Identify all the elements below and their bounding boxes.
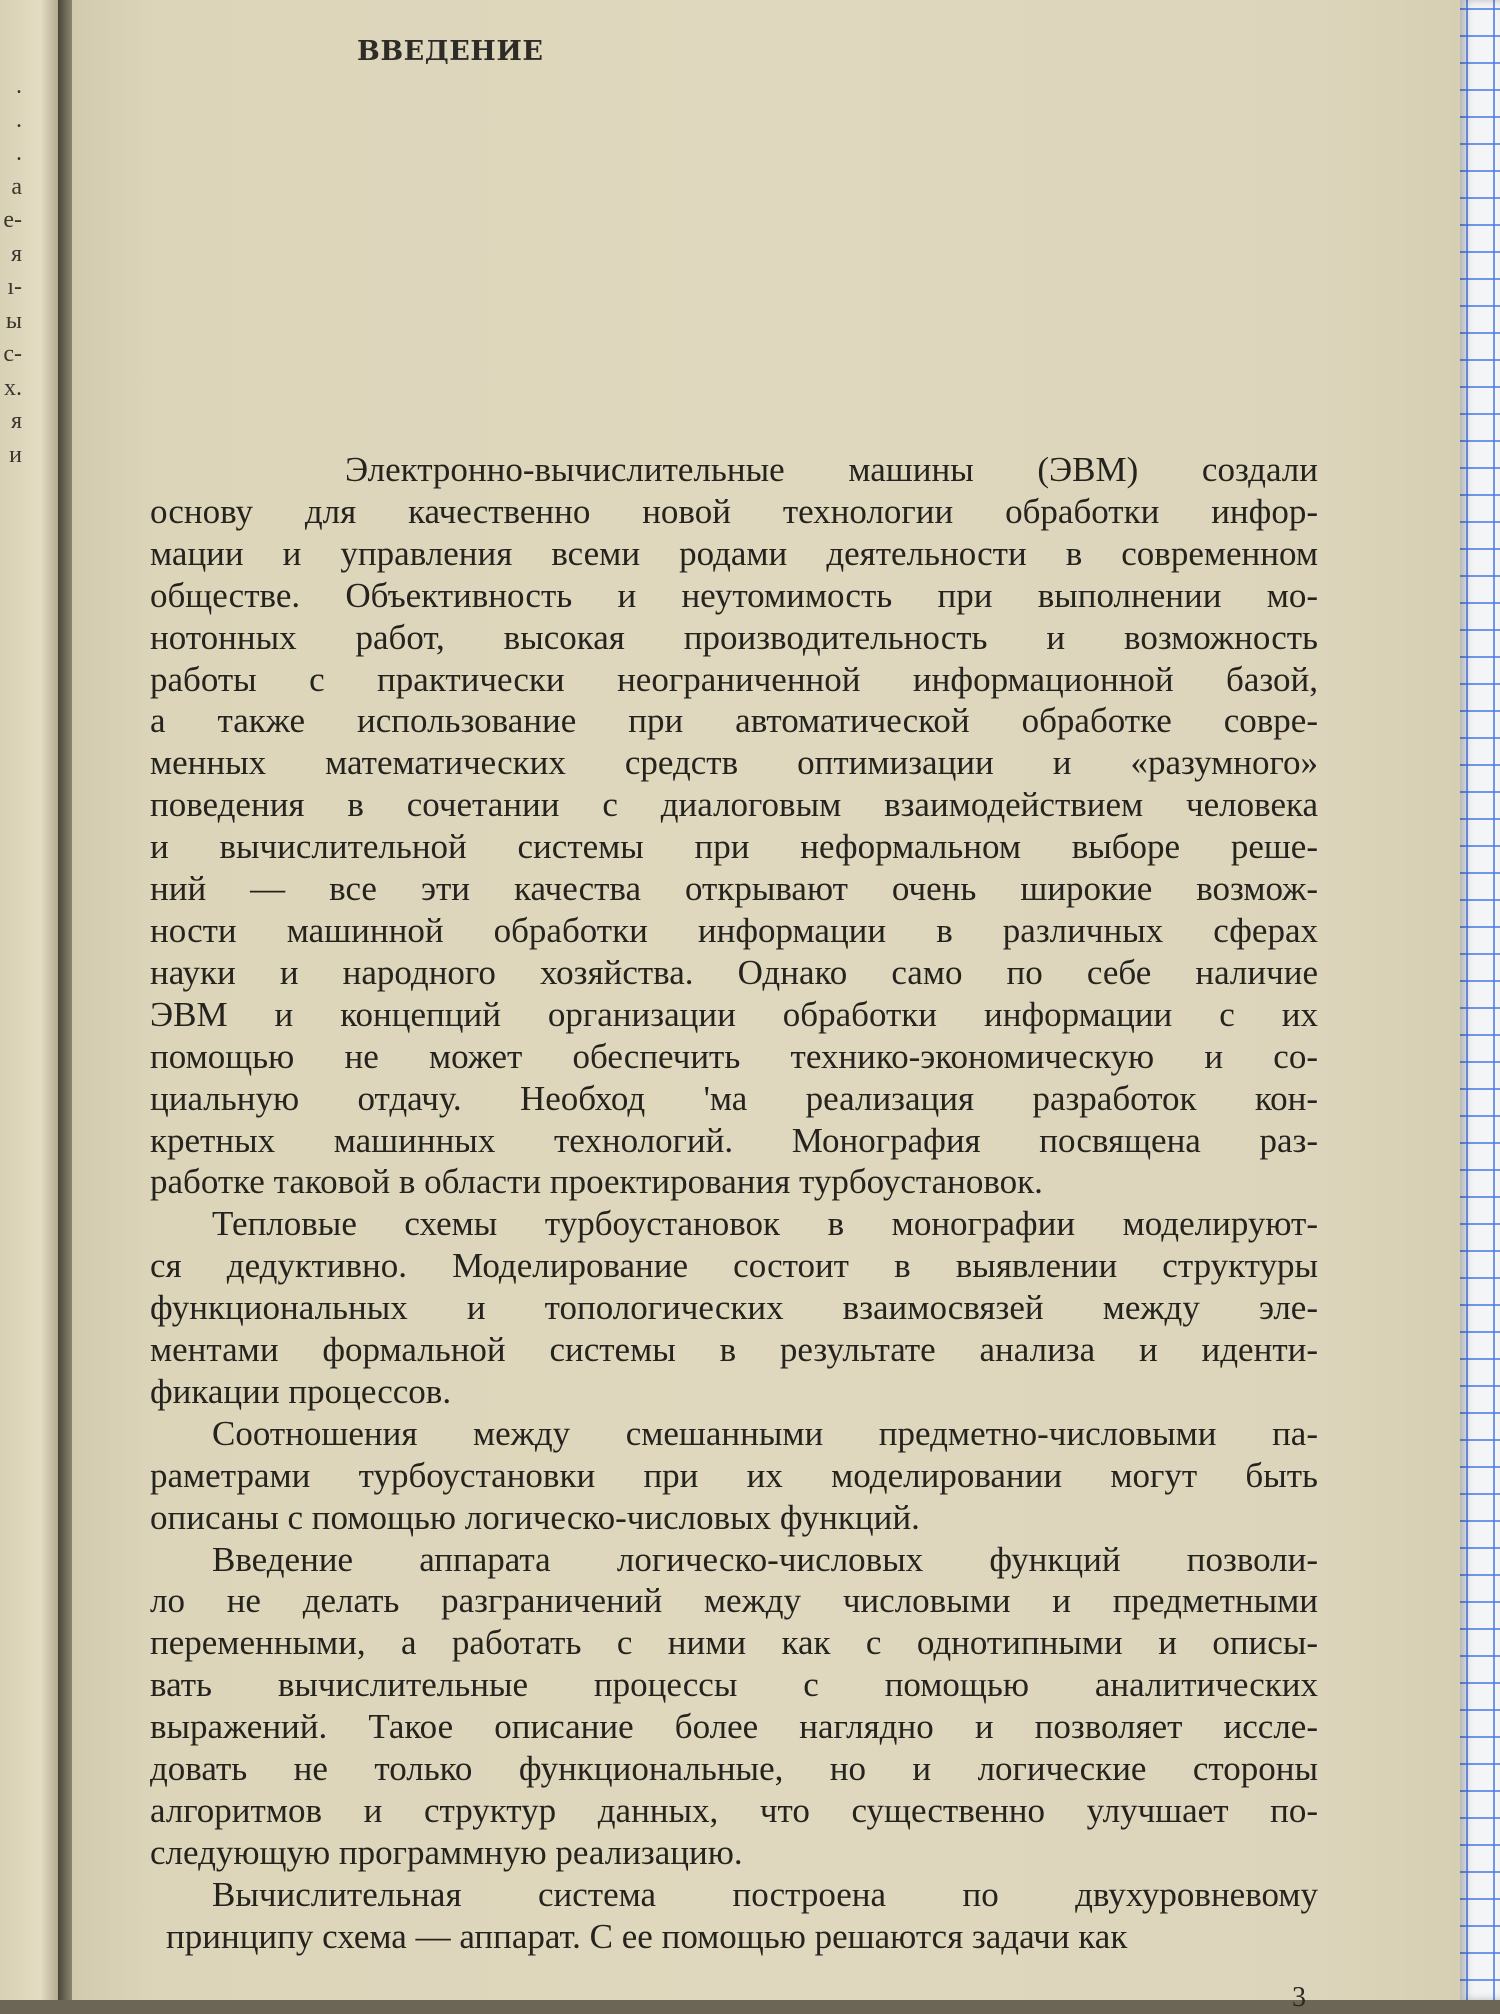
left-fragment: а [11, 173, 22, 200]
text-line: фикации процессов. [150, 1371, 452, 1411]
text-line: раметрами турбоустановки при их моделировании могут быть [150, 1455, 1318, 1495]
paragraph-1 [150, 449, 1318, 1203]
body-text [150, 449, 1318, 1958]
text-line: выражений. Такое описание более наглядно и позволяет иссле- [150, 1707, 1318, 1747]
chapter-heading: ВВЕДЕНИЕ [357, 36, 544, 67]
text-line: работы с практически неограниченной информационной базой, [150, 659, 1318, 699]
text-line: ности машинной обработки информации в различных сферах [150, 910, 1318, 950]
text-line: Соотношения между смешанными предметно-числовыми па- [212, 1413, 1318, 1453]
text-line: обществе. Объективность и неутомимость при выполнении мо- [150, 575, 1318, 615]
text-line: ментами формальной системы в результате анализа и иденти- [150, 1330, 1318, 1370]
grid-paper-sheet [1460, 0, 1500, 2000]
left-fragment: я [10, 240, 22, 267]
left-page-fragments [0, 70, 22, 472]
text-line: кретных машинных технологий. Монография посвящена раз- [150, 1120, 1318, 1160]
text-line: довать не только функциональные, но и логические стороны [150, 1749, 1318, 1789]
text-line: науки и народного хозяйства. Однако само по себе наличие [150, 952, 1318, 992]
text-line: поведения в сочетании с диалоговым взаимодействием человека [150, 785, 1318, 825]
paragraph-4 [150, 1539, 1318, 1874]
left-fragment: . [16, 140, 22, 166]
left-fragment: е- [3, 207, 22, 233]
text-line: ЭВМ и концепций организации обработки информации с их [150, 994, 1318, 1034]
text-line: нотонных работ, высокая производительность и возможность [150, 617, 1318, 657]
text-line: Вычислительная система построена по двухуровневому [212, 1874, 1318, 1914]
text-line: алгоритмов и структур данных, что существенно улучшает по- [150, 1791, 1318, 1830]
text-line: Введение аппарата логическо-числовых функций позволи- [212, 1539, 1318, 1579]
left-fragment: . [16, 73, 22, 99]
text-line: циальную отдачу. Необход 'ма реализация разработок кон- [150, 1078, 1318, 1118]
text-line: мации и управления всеми родами деятельности в современном [150, 533, 1318, 573]
text-line: и вычислительной системы при неформальном выборе реше- [150, 827, 1318, 867]
text-line: вать вычислительные процессы с помощью аналитических [150, 1665, 1318, 1705]
text-line: следующую программную реализацию. [150, 1832, 743, 1872]
text-line: принципу схема — аппарат. С ее помощью решаются задачи как [166, 1916, 1128, 1956]
text-line: помощью не может обеспечить технико-экономическую и со- [150, 1036, 1318, 1076]
text-line: ло не делать разграничений между числовыми и предметными [150, 1581, 1318, 1621]
left-fragment: и [9, 441, 22, 468]
text-line: Тепловые схемы турбоустановок в монографии моделируют- [212, 1204, 1318, 1244]
left-fragment: ı- [7, 274, 22, 300]
text-line: переменными, а работать с ними как с однотипными и описы- [150, 1623, 1318, 1663]
left-facing-page [0, 0, 58, 2000]
text-line: а также использование при автоматической обработке совре- [150, 701, 1318, 741]
left-fragment: х. [4, 374, 22, 401]
paragraph-5 [150, 1874, 1318, 1958]
text-line: функциональных и топологических взаимосвязей между эле- [150, 1288, 1318, 1328]
page-number: 3 [1292, 1982, 1306, 2013]
left-fragment: . [16, 106, 22, 133]
left-fragment: ы [5, 307, 22, 334]
text-line: основу для качественно новой технологии обработки инфор- [150, 491, 1318, 531]
left-fragment: я [10, 408, 22, 434]
text-line: описаны с помощью логическо-числовых функций. [150, 1497, 920, 1537]
text-line: Электронно-вычислительные машины (ЭВМ) создали [345, 450, 1318, 489]
text-line: менных математических средств оптимизации и «разумного» [150, 743, 1318, 783]
book-gutter [58, 0, 72, 2000]
text-line: работке таковой в области проектирования турбоустановок. [150, 1162, 1043, 1202]
paragraph-3 [150, 1413, 1318, 1539]
left-fragment: с- [3, 341, 22, 367]
paragraph-2 [150, 1203, 1318, 1413]
text-line: ся дедуктивно. Моделирование состоит в выявлении структуры [150, 1246, 1318, 1286]
text-line: ний — все эти качества открывают очень широкие возмож- [150, 869, 1318, 909]
